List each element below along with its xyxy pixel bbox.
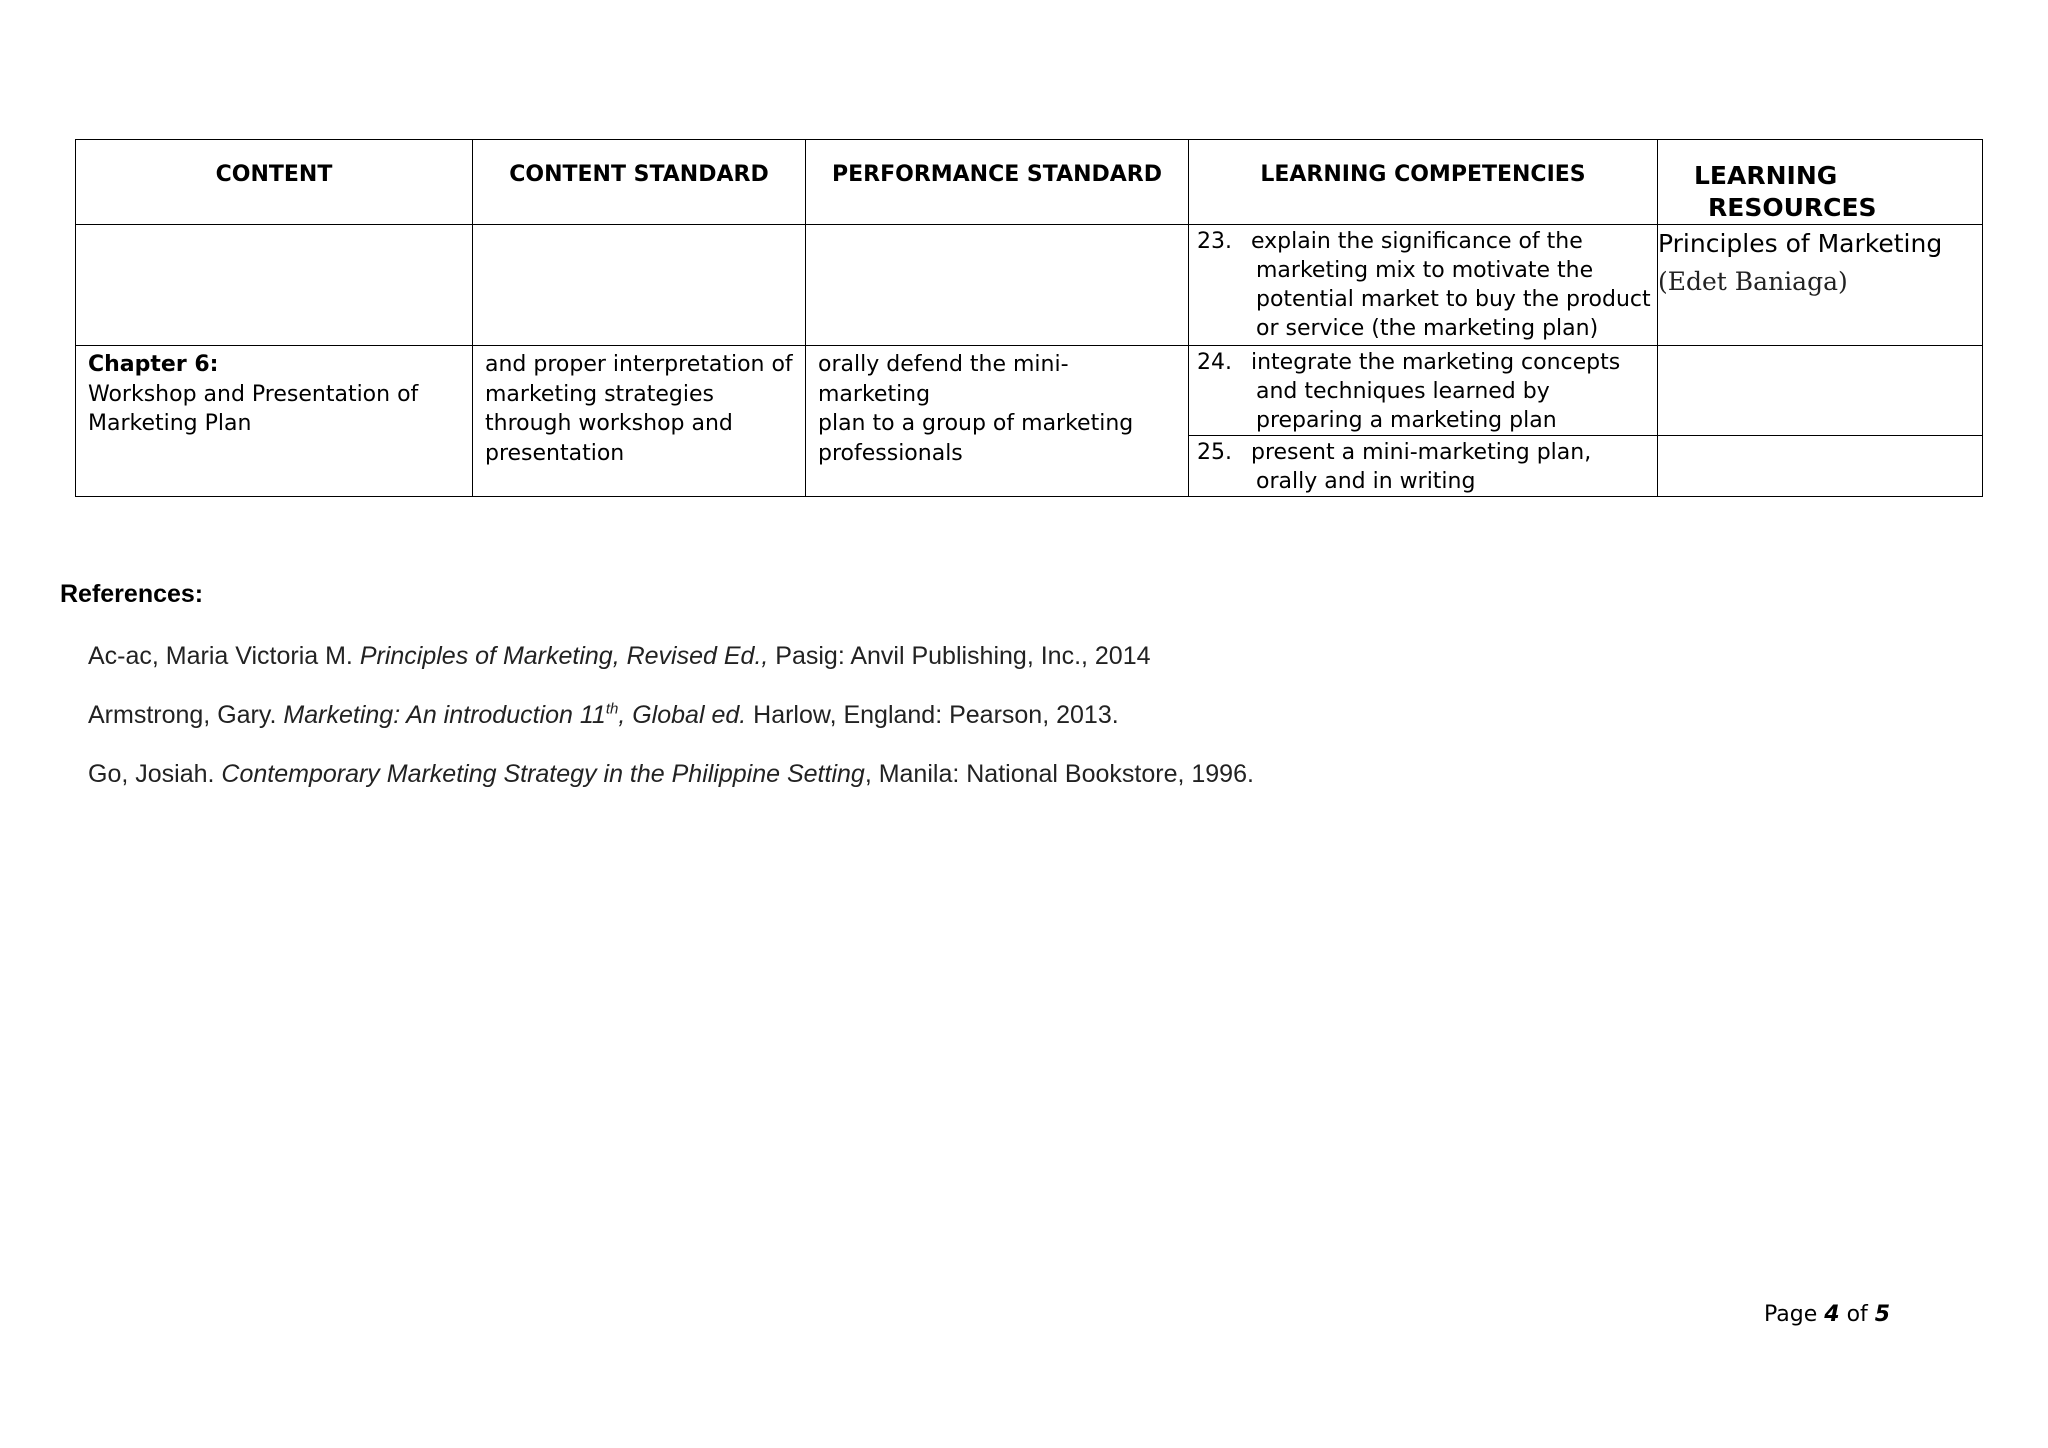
- competency-number: 25.: [1197, 440, 1232, 465]
- competency-line: preparing a marketing plan: [1256, 408, 1557, 433]
- table-row: [76, 225, 1983, 346]
- content-standard-line: presentation: [485, 440, 625, 466]
- reference-title: Principles of Marketing, Revised Ed.,: [359, 642, 769, 670]
- header-content-standard: CONTENT STANDARD: [473, 140, 806, 225]
- competency-line: present a mini-marketing plan,: [1251, 440, 1592, 465]
- reference-item: [88, 759, 1254, 790]
- competency-line: explain the significance of the: [1251, 229, 1583, 254]
- table-header-row: [76, 140, 1983, 225]
- content-standard-line: through workshop and: [485, 411, 733, 436]
- reference-title-superscript: th: [605, 700, 619, 718]
- header-learning-resources: [1658, 140, 1983, 225]
- reference-item: [88, 641, 1254, 672]
- chapter-title-line: Workshop and Presentation of: [88, 381, 419, 407]
- content-standard-line: marketing strategies: [485, 381, 714, 407]
- performance-standard-line: professionals: [818, 440, 963, 466]
- competency-25-cell: [1189, 436, 1658, 497]
- content-standard-line: and proper interpretation of: [485, 352, 793, 377]
- performance-standard-line: orally defend the mini-marketing: [818, 352, 1069, 407]
- header-performance-standard: PERFORMANCE STANDARD: [806, 140, 1189, 225]
- chapter-label: Chapter 6:: [88, 352, 219, 377]
- competency-number: 23.: [1197, 229, 1232, 254]
- of-label: of: [1839, 1302, 1875, 1327]
- performance-standard-cell: [806, 346, 1189, 497]
- page-number: [1764, 1302, 1890, 1327]
- reference-publisher: Harlow, England: Pearson, 2013.: [746, 701, 1119, 729]
- header-learning-resources-line2: RESOURCES: [1708, 193, 1877, 222]
- competency-number: 24.: [1197, 350, 1232, 375]
- resource-author: (Edet Baniaga): [1658, 267, 1848, 296]
- header-content: CONTENT: [76, 140, 473, 225]
- table-row: [76, 346, 1983, 436]
- empty-cell: [806, 225, 1189, 346]
- content-standard-cell: [473, 346, 806, 497]
- competency-line: integrate the marketing concepts: [1251, 350, 1621, 375]
- reference-author: Ac-ac, Maria Victoria M.: [88, 642, 360, 670]
- reference-title: Contemporary Marketing Strategy in the Philippine Setting: [221, 760, 865, 788]
- references-title: References:: [60, 580, 204, 608]
- competency-line: orally and in writing: [1256, 469, 1476, 494]
- empty-cell: [76, 225, 473, 346]
- current-page: 4: [1824, 1302, 1840, 1327]
- competency-line: marketing mix to motivate the: [1256, 258, 1594, 283]
- reference-item: [88, 700, 1254, 731]
- resource-title: Principles of Marketing: [1658, 229, 1943, 258]
- header-learning-resources-line1: LEARNING: [1694, 161, 1838, 190]
- competency-line: or service (the marketing plan): [1256, 316, 1599, 341]
- total-pages: 5: [1874, 1302, 1891, 1327]
- empty-cell: [1658, 436, 1983, 497]
- competency-line: potential market to buy the product: [1256, 287, 1651, 312]
- reference-author: Armstrong, Gary.: [88, 701, 284, 729]
- learning-resource-cell: [1658, 225, 1983, 346]
- chapter-cell: [76, 346, 473, 497]
- references-section: [60, 580, 1254, 818]
- competency-24-cell: [1189, 346, 1658, 436]
- reference-author: Go, Josiah.: [88, 760, 222, 788]
- empty-cell: [473, 225, 806, 346]
- reference-title-continued: , Global ed.: [618, 701, 747, 729]
- reference-title: Marketing: An introduction 11: [283, 701, 606, 729]
- page-label: Page: [1764, 1302, 1825, 1327]
- empty-cell: [1658, 346, 1983, 436]
- competency-23-cell: [1189, 225, 1658, 346]
- header-learning-competencies: LEARNING COMPETENCIES: [1189, 140, 1658, 225]
- chapter-title-line: Marketing Plan: [88, 411, 252, 436]
- reference-publisher: , Manila: National Bookstore, 1996.: [864, 760, 1254, 788]
- curriculum-table: [75, 139, 1983, 497]
- reference-publisher: Pasig: Anvil Publishing, Inc., 2014: [768, 642, 1151, 670]
- performance-standard-line: plan to a group of marketing: [818, 411, 1134, 436]
- competency-line: and techniques learned by: [1256, 379, 1550, 404]
